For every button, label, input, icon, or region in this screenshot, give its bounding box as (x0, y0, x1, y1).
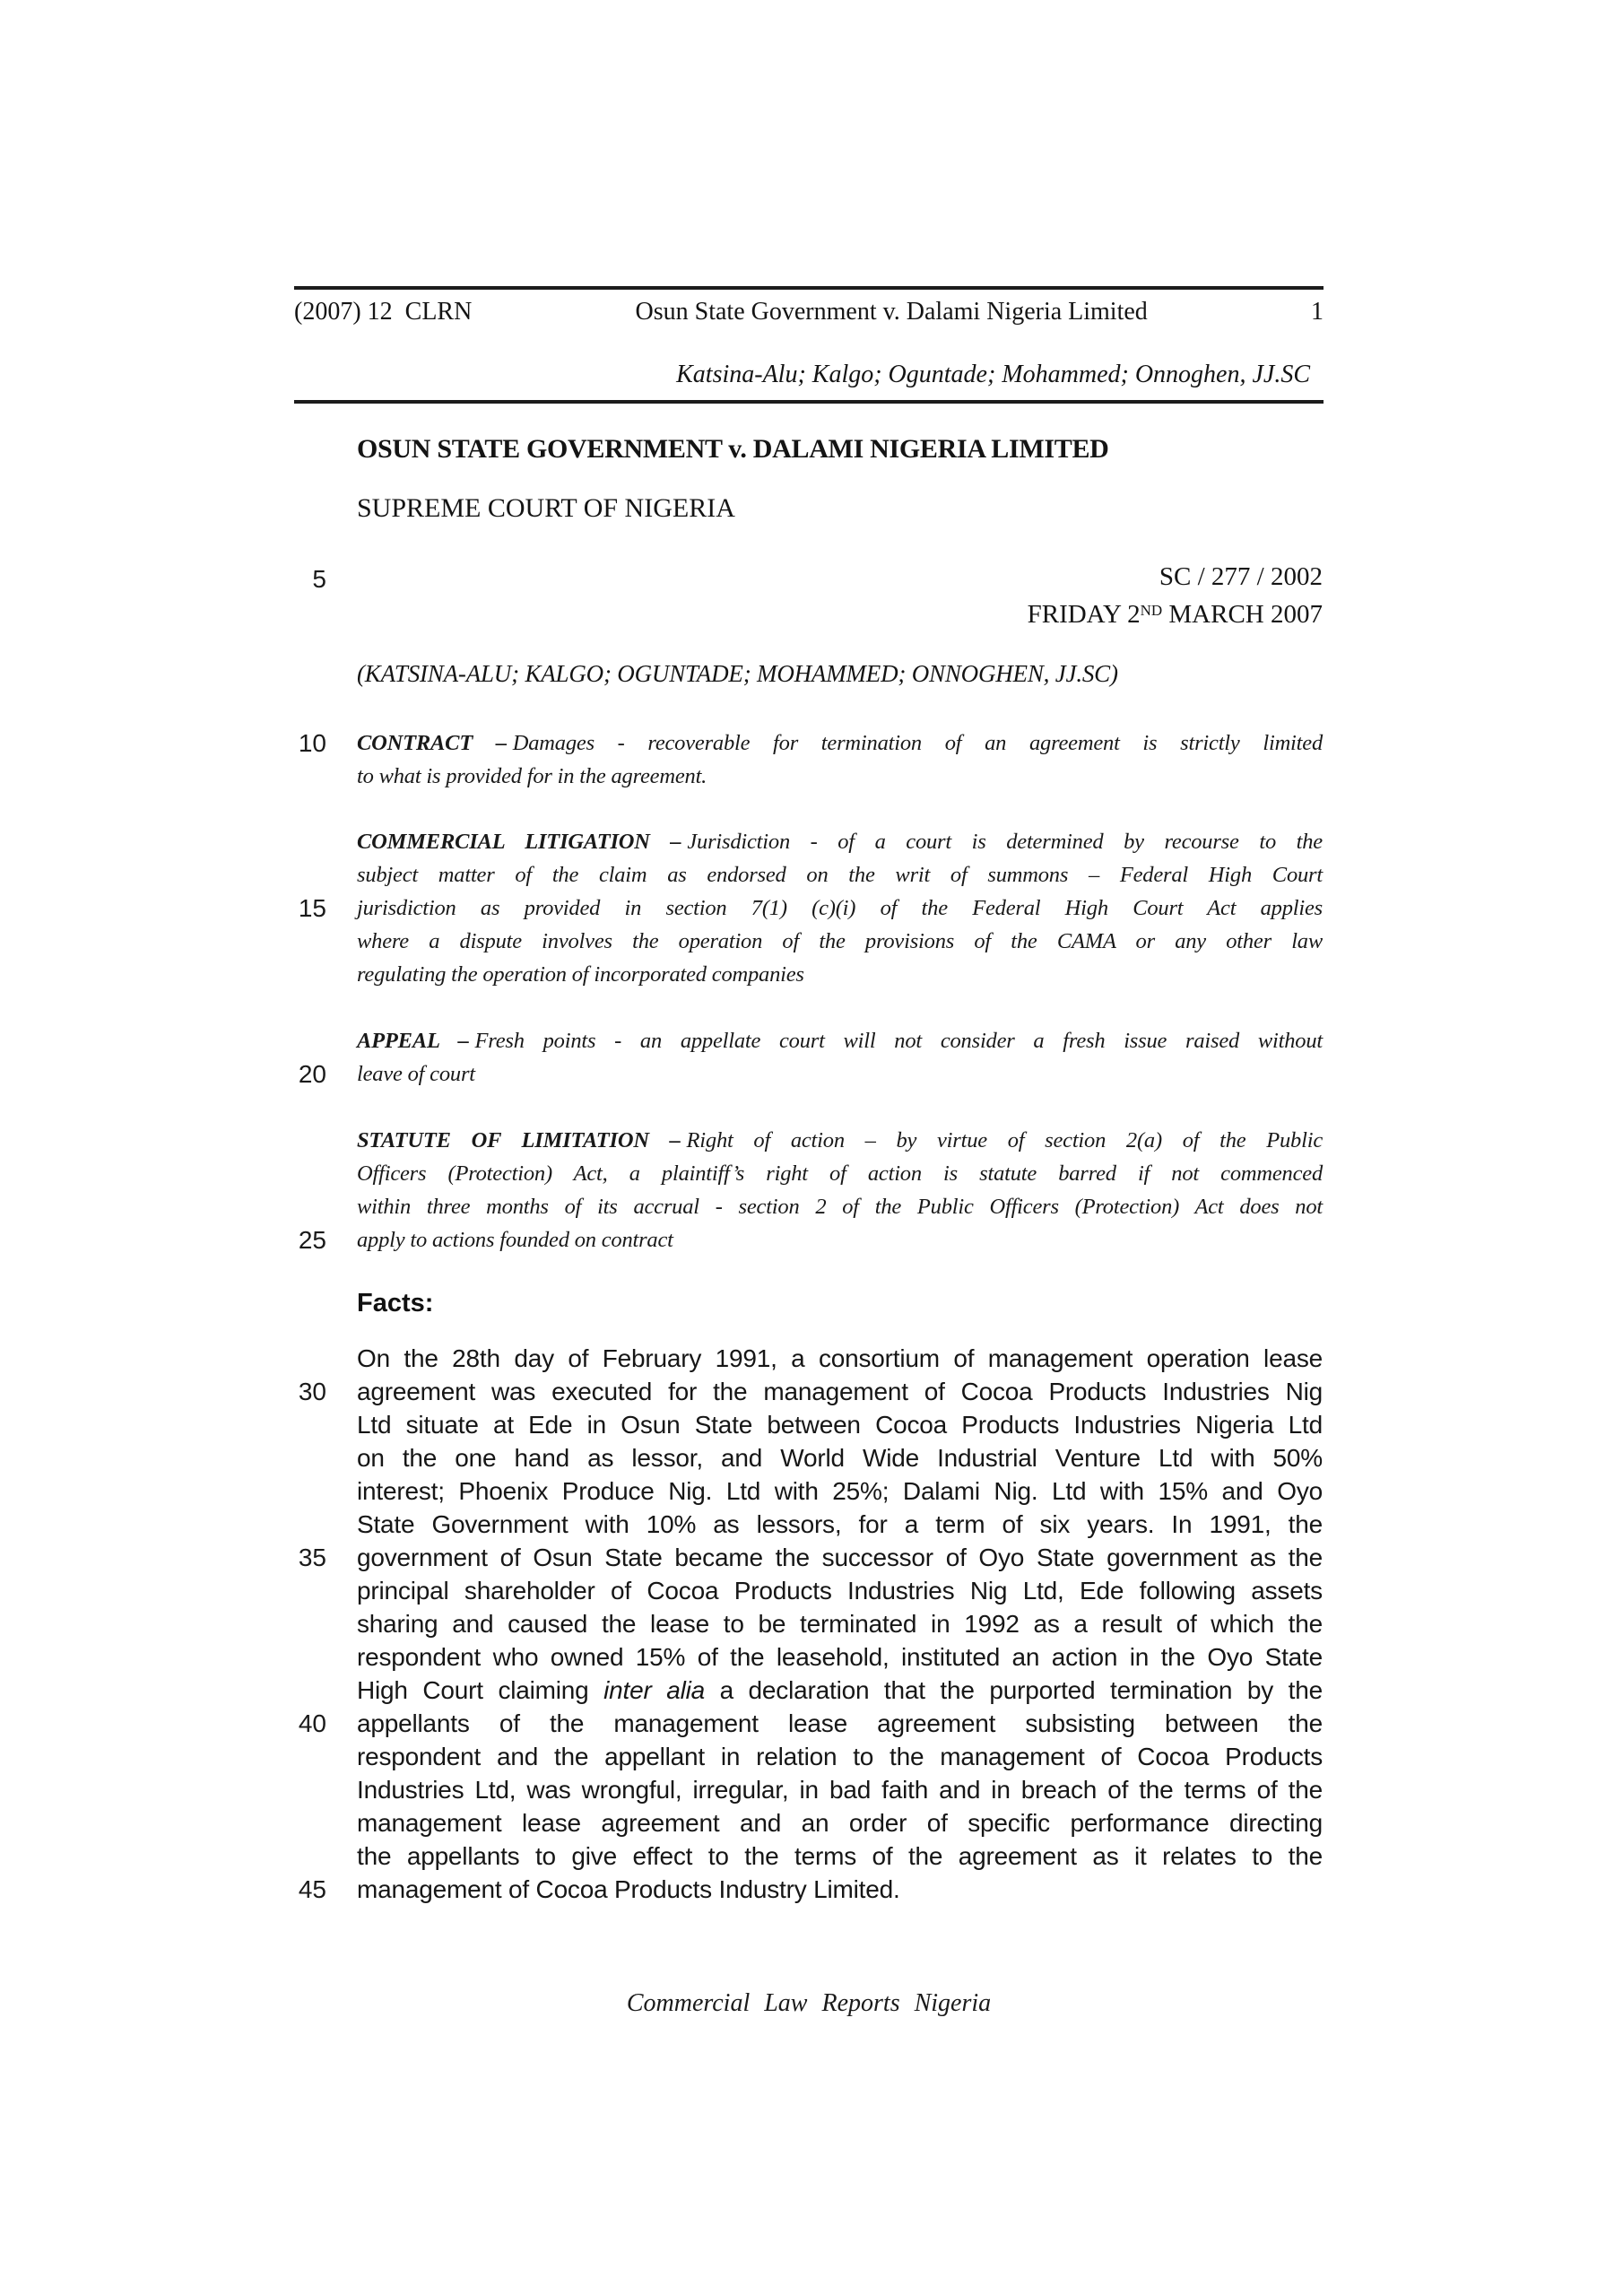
line-number-35: 35 (298, 1544, 326, 1571)
catchword-appeal: APPEAL – (357, 1029, 469, 1053)
judges-line: Katsina-Alu; Kalgo; Oguntade; Mohammed; Onnoghen, JJ.SC (676, 361, 1310, 388)
catchnote-line: Officers (Protection) Act, a plaintiff’s right of action is statute barred if not commenced (357, 1161, 1323, 1186)
facts-paragraph (357, 1342, 1323, 1906)
facts-line: government of Osun State became the successor of Oyo State government as the (357, 1544, 1323, 1571)
running-case-title: Osun State Government v. Dalami Nigeria Limited (635, 298, 1148, 326)
facts-text: High Court claiming (357, 1676, 604, 1704)
catchnote-text: Fresh points - an appellate court will not consider a fresh issue raised without (474, 1029, 1323, 1053)
catchnote-text: Jurisdiction - of a court is determined by recourse to the (687, 830, 1323, 854)
catchnote-line: leave of court (357, 1062, 475, 1086)
catchnote-line: to what is provided for in the agreement. (357, 764, 707, 788)
case-title: OSUN STATE GOVERNMENT v. DALAMI NIGERIA LIMITED (357, 434, 1109, 464)
catchnote-text: Right of action – by virtue of section 2(a) of the Public (686, 1128, 1323, 1152)
catchnote-line (357, 1124, 1323, 1157)
page-number: 1 (1311, 298, 1324, 326)
report-citation: (2007) 12 CLRN (294, 298, 473, 326)
catchnote-line: where a dispute involves the operation of the provisions of the CAMA or any other law (357, 929, 1323, 953)
header-rule-bottom (294, 400, 1324, 404)
facts-text: a declaration that the purported termination by the (705, 1676, 1323, 1704)
facts-line: Ltd situate at Ede in Osun State between Cocoa Products Industries Nigeria Ltd (357, 1411, 1323, 1439)
suit-info (357, 561, 1323, 631)
latin-phrase: inter alia (603, 1676, 705, 1704)
line-number-20: 20 (298, 1060, 326, 1088)
facts-line: management lease agreement and an order of specific performance directing (357, 1809, 1323, 1837)
line-number-45: 45 (298, 1875, 326, 1903)
facts-line: State Government with 10% as lessors, for a term of six years. In 1991, the (357, 1510, 1323, 1538)
catchword-contract: CONTRACT – (357, 731, 507, 755)
line-number-40: 40 (298, 1709, 326, 1737)
facts-line: appellants of the management lease agreement subsisting between the (357, 1709, 1323, 1737)
facts-line: the appellants to give effect to the terms of the agreement as it relates to the (357, 1842, 1323, 1870)
catchnote-line (357, 1024, 1323, 1057)
court-name: SUPREME COURT OF NIGERIA (357, 493, 735, 523)
date-month-year: MARCH 2007 (1162, 600, 1323, 629)
facts-line: respondent and the appellant in relation to the management of Cocoa Products (357, 1743, 1323, 1770)
header-rule-top (294, 286, 1324, 290)
line-number-5: 5 (312, 565, 326, 593)
catchnote-line: regulating the operation of incorporated companies (357, 962, 804, 987)
catchnote-line (357, 726, 1323, 760)
catchnote-line: jurisdiction as provided in section 7(1) (c)(i) of the Federal High Court Act applies (357, 896, 1323, 920)
facts-line: interest; Phoenix Produce Nig. Ltd with 25%; Dalami Nig. Ltd with 15% and Oyo (357, 1477, 1323, 1505)
facts-line: agreement was executed for the management of Cocoa Products Industries Nig (357, 1378, 1323, 1405)
facts-heading: Facts: (357, 1289, 434, 1318)
date-ordinal: ND (1140, 602, 1163, 619)
catchword-statute-of-limitation: STATUTE OF LIMITATION – (357, 1128, 681, 1152)
catchnote-line: apply to actions founded on contract (357, 1228, 673, 1252)
running-header (294, 297, 1324, 327)
facts-line: management of Cocoa Products Industry Limited. (357, 1875, 900, 1903)
facts-line: respondent who owned 15% of the leasehold, instituted an action in the Oyo State (357, 1643, 1323, 1671)
catchnote-text: Damages - recoverable for termination of an agreement is strictly limited (512, 731, 1323, 755)
catchnote-appeal (357, 1024, 1323, 1091)
date-day: FRIDAY 2 (1027, 600, 1141, 629)
footer-publication-name: Commercial Law Reports Nigeria (626, 1989, 992, 2017)
hearing-date (357, 594, 1323, 631)
facts-line-with-latin-phrase (357, 1674, 1323, 1707)
catchnote-contract (357, 726, 1323, 793)
catchnote-commercial-litigation (357, 825, 1323, 991)
facts-line: on the one hand as lessor, and World Wide Industrial Venture Ltd with 50% (357, 1444, 1323, 1472)
catchnote-line: subject matter of the claim as endorsed on the writ of summons – Federal High Court (357, 863, 1323, 887)
line-number-30: 30 (298, 1378, 326, 1405)
catchnote-line: within three months of its accrual - section 2 of the Public Officers (Protection) Act does not (357, 1195, 1323, 1219)
panel-line: (KATSINA-ALU; KALGO; OGUNTADE; MOHAMMED; ONNOGHEN, JJ.SC) (357, 660, 1118, 687)
catchword-commercial-litigation: COMMERCIAL LITIGATION – (357, 830, 681, 854)
facts-line: On the 28th day of February 1991, a consortium of management operation lease (357, 1344, 1323, 1372)
facts-line: principal shareholder of Cocoa Products Industries Nig Ltd, Ede following assets (357, 1577, 1323, 1605)
line-number-10: 10 (298, 729, 326, 757)
facts-line: Industries Ltd, was wrongful, irregular, in bad faith and in breach of the terms of the (357, 1776, 1323, 1804)
facts-line: sharing and caused the lease to be terminated in 1992 as a result of which the (357, 1610, 1323, 1638)
catchnote-statute-of-limitation (357, 1124, 1323, 1257)
line-number-15: 15 (298, 894, 326, 922)
catchnote-line (357, 825, 1323, 858)
suit-number: SC / 277 / 2002 (1159, 562, 1323, 591)
line-number-25: 25 (298, 1226, 326, 1254)
